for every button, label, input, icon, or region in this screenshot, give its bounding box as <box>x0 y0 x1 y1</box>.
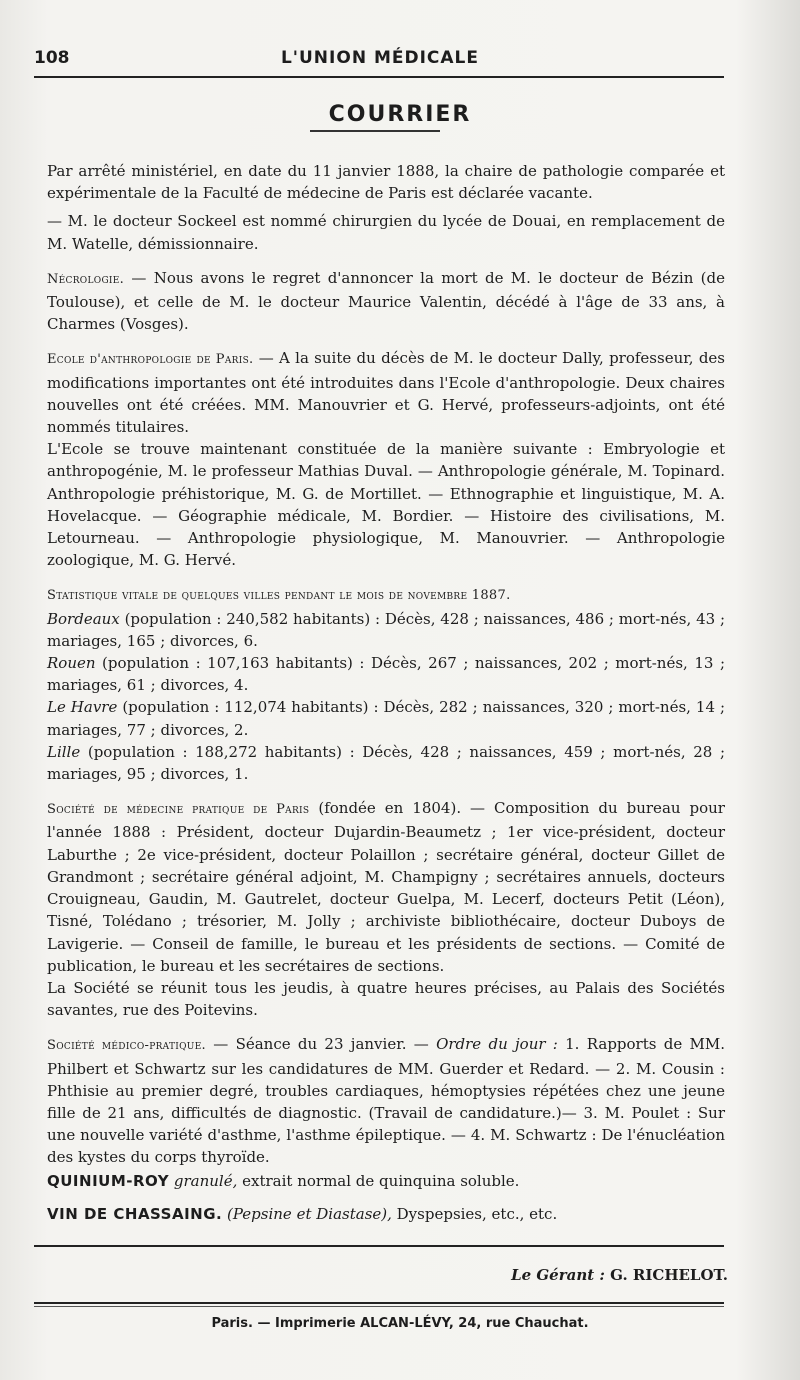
paragraph-necrologie <box>33 267 725 336</box>
societe-text: (fondée en 1804). — Composition du bureau pour l'année 1888 : Président, docteur Dujardin-Beaumetz ; 1er vice-président, docteur Laburthe ; 2e vice-président, docteur Polaillon ; secrétaire général, docteur Gillet de Grandmont ; secrétaire général adjoint, M. Champigny ; secrétaires annuels, docteurs Crouigneau, Gaudin, M. Gautrelet, docteur Guelpa, M. Lecerf, docteurs Petit (Léon), Tisné, Tolédano ; trésorier, M. Jolly ; archiviste bibliothécaire, docteur Duboys de Lavigerie. — Conseil de famille, le bureau et les présidents de sections. — Comité de publication, le bureau et les secrétaires de sections. <box>47 799 725 975</box>
societe-label: Société de médecine pratique de Paris <box>47 802 310 818</box>
stat-rouen: Rouen (population : 107,163 habitants) : Décès, 267 ; naissances, 202 ; mort-nés, 13 ; mariages, 61 ; divorces, 4. <box>47 654 725 695</box>
necrologie-label: Nécrologie. <box>47 271 125 287</box>
printer-imprint: Paris. — Imprimerie ALCAN-LÉVY, 24, rue Chauchat. <box>211 1316 589 1331</box>
ecole-label: Ecole d'anthropologie de Paris. <box>47 352 254 368</box>
gerant-signature: Le Gérant : G. RICHELOT. <box>511 1266 728 1284</box>
paragraph-ecole-composition: L'Ecole se trouve maintenant constituée de la manière suivante : Embryologie et anthropogénie, M. le professeur Mathias Duval. — Anthropologie générale, M. Topinard. Anthropologie préhistorique, M. G. de Mortillet. — Ethnographie et linguistique, M. A. Hovelacque. — Géographie médicale, M. Bordier. — Histoire des civilisations, M. Letourneau. — Anthropologie physiologique, M. Manouvrier. — Anthropologie zoologique, M. G. Hervé. <box>47 440 725 570</box>
ordre-du-jour: Ordre du jour : <box>436 1035 558 1054</box>
statistique-heading: Statistique vitale de quelques villes pendant le mois de novembre 1887. <box>47 588 511 604</box>
header-rule <box>34 76 724 78</box>
paragraph-societe-medecine-pratique <box>33 797 725 977</box>
paragraph-sockeel: — M. le docteur Sockeel est nommé chirurgien du lycée de Douai, en remplacement de M. Watelle, démissionnaire. <box>47 212 725 253</box>
paragraph-ecole <box>33 347 725 438</box>
paragraph-societe-reunion: La Société se réunit tous les jeudis, à quatre heures précises, au Palais des Sociétés savantes, rue des Poitevins. <box>47 978 725 1020</box>
stat-lille: Lille (population : 188,272 habitants) : Décès, 428 ; naissances, 459 ; mort-nés, 28 ; mariages, 95 ; divorces, 1. <box>47 742 725 784</box>
necrologie-text: — Nous avons le regret d'annoncer la mort de M. le docteur de Bézin (de Toulouse), et celle de M. le docteur Maurice Valentin, décédé à l'âge de 33 ans, à Charmes (Vosges). <box>47 268 725 334</box>
paragraph-societe-medico-pratique: Société médico-pratique. — Séance du 23 janvier. — Ordre du jour : 1. Rapports de MM. Philbert et Schwartz sur les candidatures de MM. Guerder et Redard. — 2. M. Cousin : Phthisie au premier degré, troubles cardiaques, hémoptysies répétées chez une jeune fille de 21 ans, difficultés de diagnostic. (Travail de candidature.)— 3. M. Poulet : Sur une nouvelle variété d'asthme, l'asthme épileptique. — 4. M. Schwartz : De l'énucléation des kystes du corps thyroïde. <box>47 1035 725 1167</box>
stat-bordeaux: Bordeaux (population : 240,582 habitants) : Décès, 428 ; naissances, 486 ; mort-nés, 43 ; mariages, 165 ; divorces, 6. <box>47 609 725 650</box>
page-header <box>34 40 726 76</box>
section-title: COURRIER <box>328 102 472 127</box>
page-number: 108 <box>34 48 70 68</box>
stat-le-havre: Le Havre (population : 112,074 habitants) : Décès, 282 ; naissances, 320 ; mort-nés, 14 ; mariages, 77 ; divorces, 2. <box>47 698 726 739</box>
footer-rule-double <box>34 1302 724 1304</box>
smp-label: Société médico-pratique. <box>47 1038 206 1054</box>
article-body <box>33 160 725 1169</box>
paragraph-chaire: Par arrêté ministériel, en date du 11 janvier 1888, la chaire de pathologie comparée et expérimentale de la Faculté de médecine de Paris est déclarée vacante. <box>47 162 725 203</box>
ad-quinium-roy: QUINIUM-ROY granulé, extrait normal de quinquina soluble. <box>47 1172 520 1190</box>
title-rule <box>310 130 440 132</box>
ecole-text: — A la suite du décès de M. le docteur Dally, professeur, des modifications importantes ont été introduites dans l'Ecole d'anthropologie. Deux chaires nouvelles ont été créées. MM. Manouvrier et G. Hervé, professeurs-adjoints, ont été nommés titulaires. <box>47 349 725 437</box>
running-head: L'UNION MÉDICALE <box>280 48 480 68</box>
footer-rule <box>34 1245 724 1247</box>
ad-vin-de-chassaing: VIN DE CHASSAING. (Pepsine et Diastase), Dyspepsies, etc., etc. <box>47 1205 558 1223</box>
